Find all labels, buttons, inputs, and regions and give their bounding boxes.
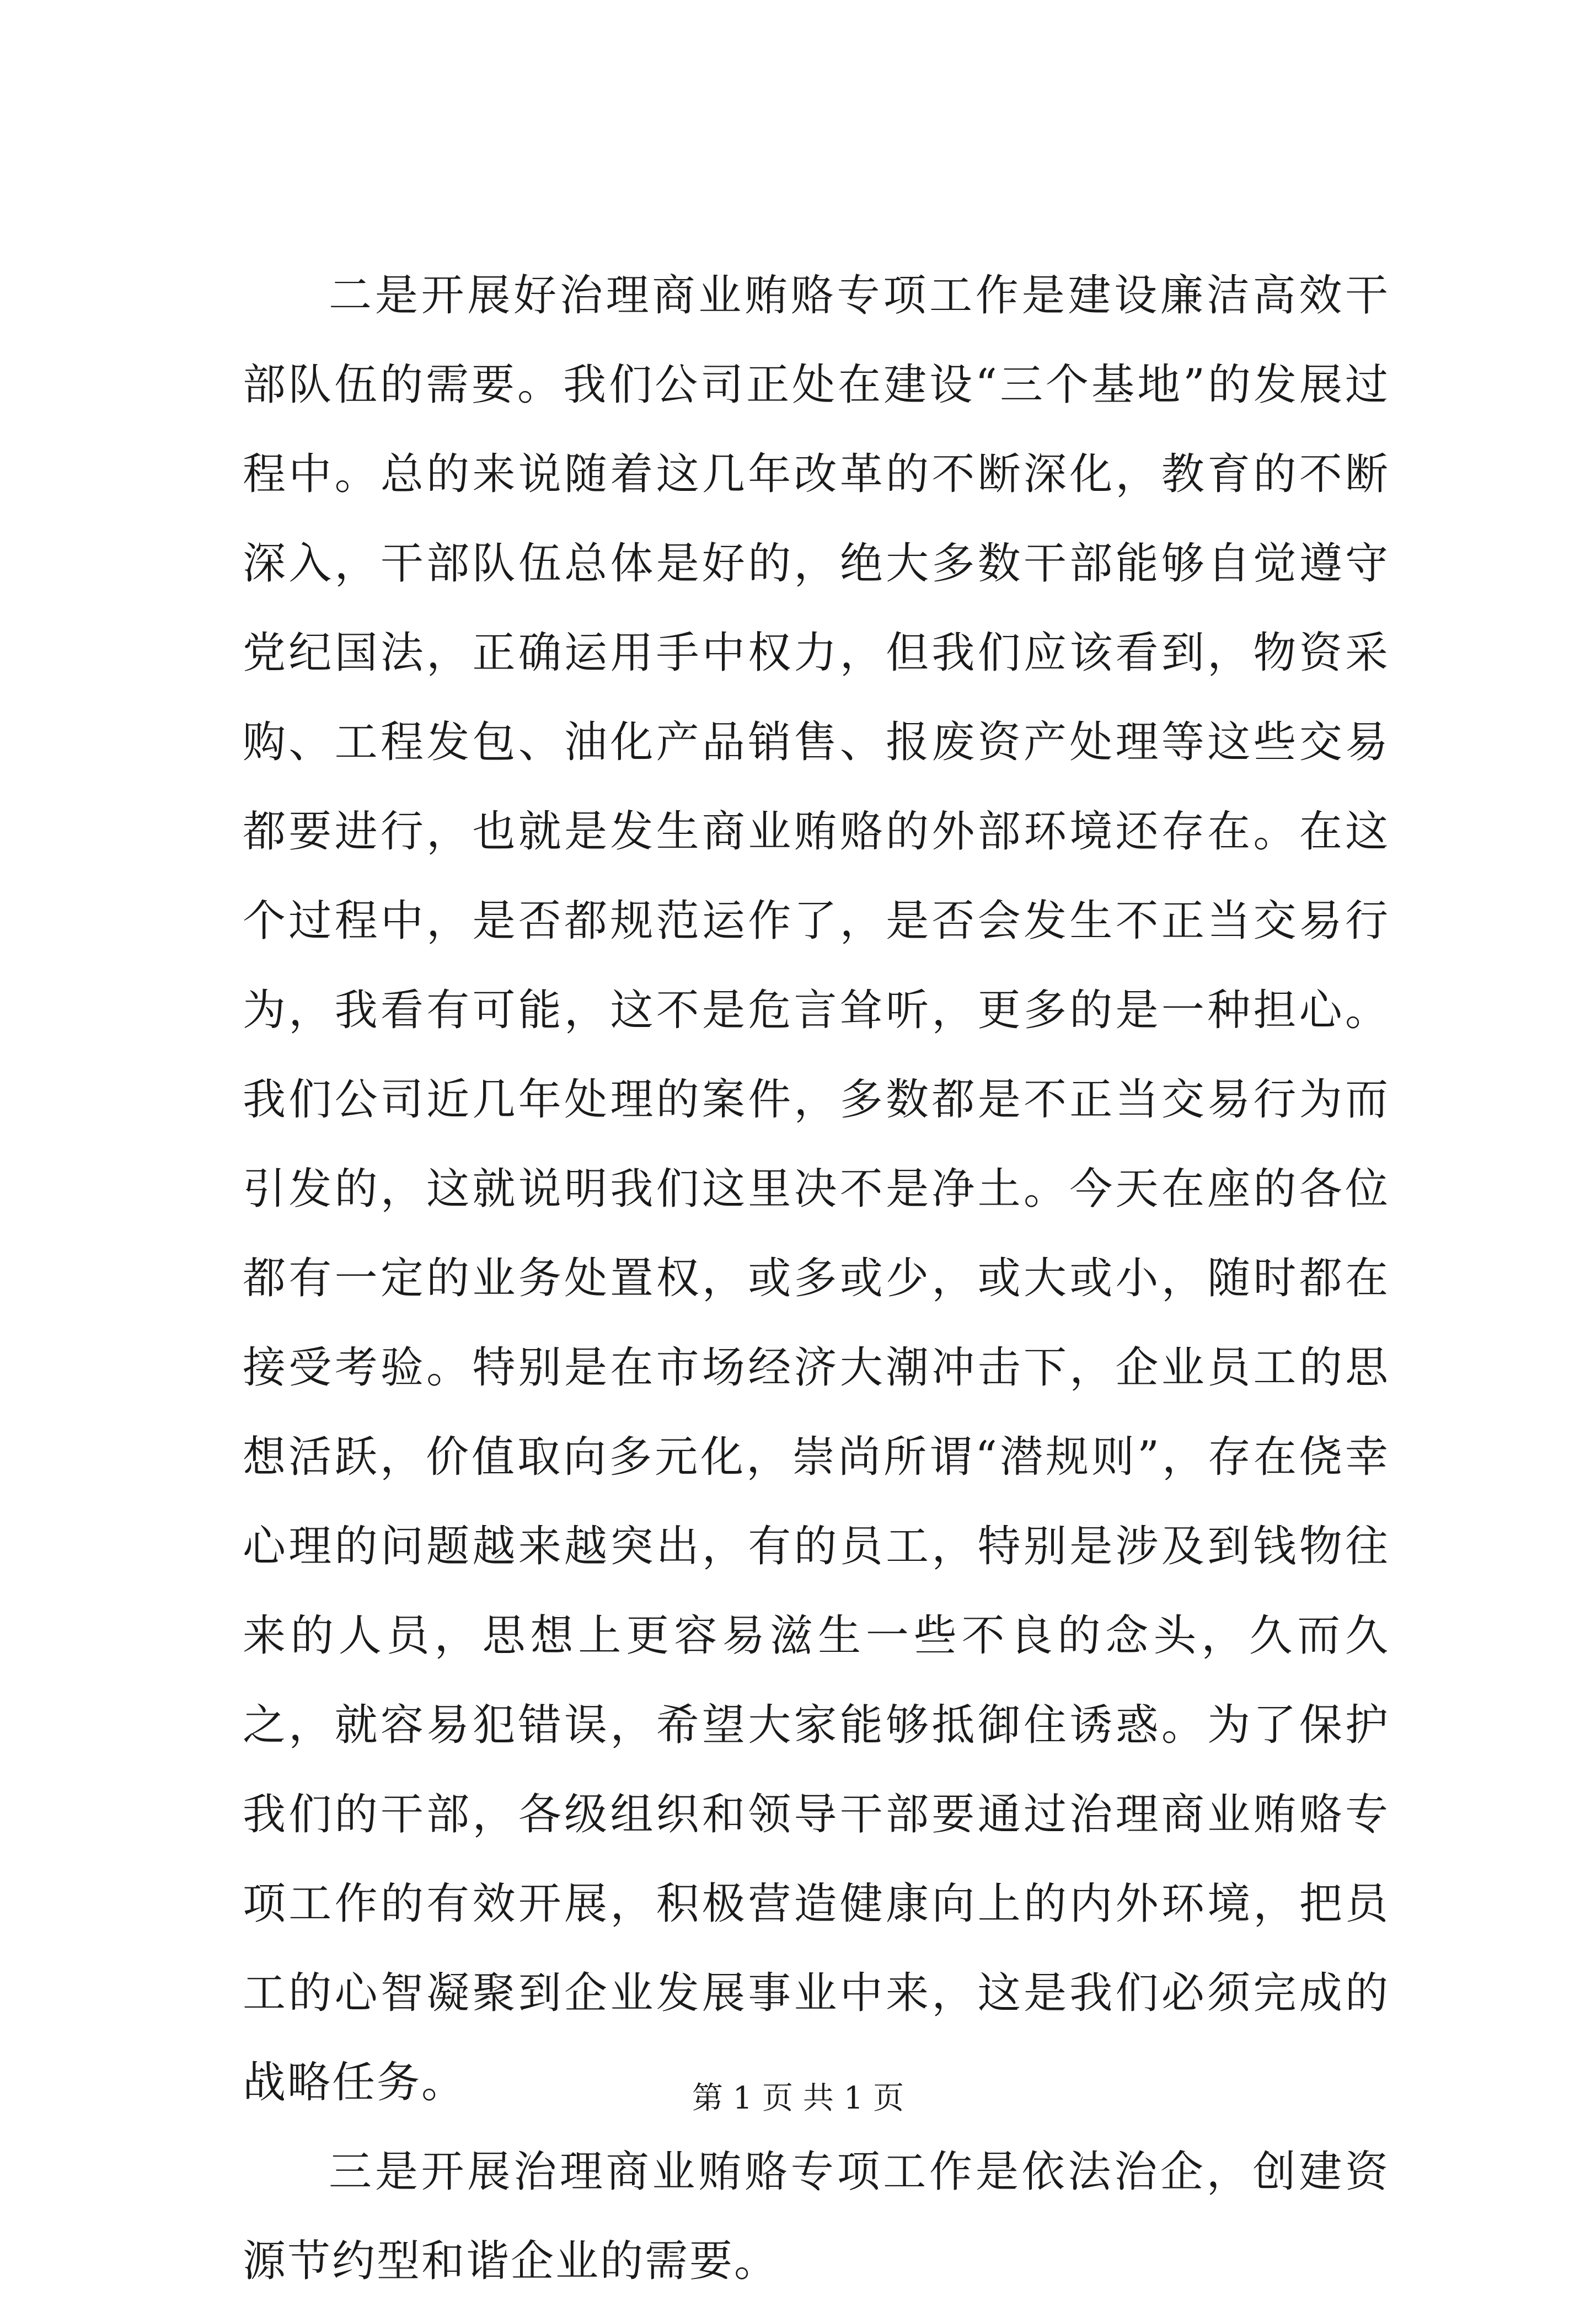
document-body bbox=[243, 251, 1390, 2306]
paragraph-3: 三是开展治理商业贿赂专项工作是依法治企，创建资源节约型和谐企业的需要。 bbox=[243, 2147, 1390, 2286]
paragraph-2: 二是开展好治理商业贿赂专项工作是建设廉洁高效干部队伍的需要。我们公司正处在建设“三个基地”的发展过程中。总的来说随着这几年改革的不断深化，教育的不断深入，干部队伍总体是好的，绝大多数干部能够自觉遵守党纪国法，正确运用手中权力，但我们应该看到，物资采购、工程发包、油化产品销售、报废资产处理等这些交易都要进行，也就是发生商业贿赂的外部环境还存在。在这个过程中，是否都规范运作了，是否会发生不正当交易行为，我看有可能，这不是危言耸听，更多的是一种担心。我们公司近几年处理的案件，多数都是不正当交易行为而引发的，这就说明我们这里决不是净土。今天在座的各位都有一定的业务处置权，或多或少，或大或小，随时都在接受考验。特别是在市场经济大潮冲击下，企业员工的思想活跃，价值取向多元化，崇尚所谓“潜规则”，存在侥幸心理的问题越来越突出，有的员工，特别是涉及到钱物往来的人员，思想上更容易滋生一些不良的念头，久而久之，就容易犯错误，希望大家能够抵御住诱惑。为了保护我们的干部，各级组织和领导干部要通过治理商业贿赂专项工作的有效开展，积极营造健康向上的内外环境，把员工的心智凝聚到企业发展事业中来，这是我们必须完成的战略任务。 bbox=[243, 271, 1390, 2107]
page-number-footer: 第 1 页 共 1 页 bbox=[692, 2080, 904, 2116]
